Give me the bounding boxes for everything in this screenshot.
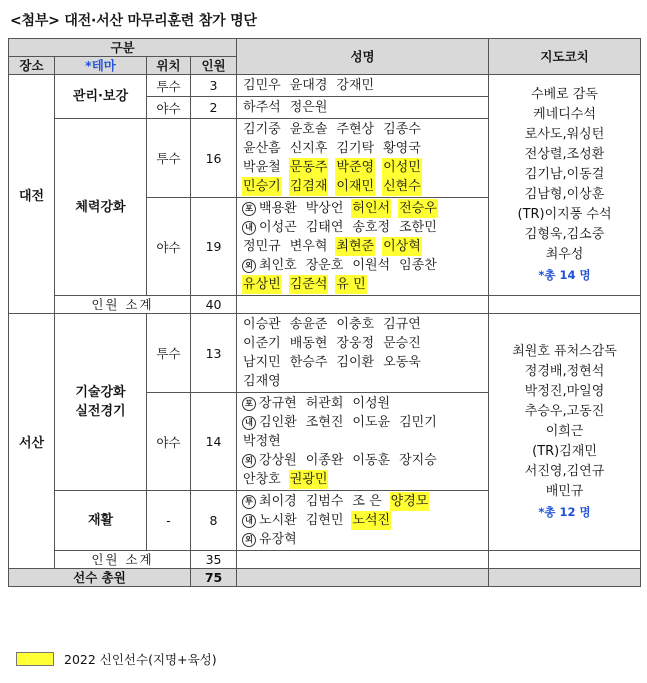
player-name: 오동욱 [383, 355, 421, 370]
position-mark-icon: 외 [242, 454, 256, 468]
player-name: 주현상 [336, 122, 375, 137]
player-name: 박윤철 [243, 160, 281, 175]
name-line [242, 413, 484, 432]
name-line [242, 237, 484, 256]
player-name: 장지승 [399, 453, 437, 468]
position-cell: 야수 [147, 198, 191, 296]
player-name-rookie: 노석진 [352, 513, 391, 528]
header-count: 인원 [191, 57, 237, 75]
player-name: 정은원 [289, 100, 328, 115]
player-name: 김이환 [336, 355, 375, 370]
position-cell: 투수 [147, 75, 191, 97]
player-name: 남지민 [243, 355, 281, 370]
coach-line: 서진영,김연규 [524, 464, 605, 479]
position-cell: 투수 [147, 119, 191, 198]
player-name-rookie: 이재민 [336, 179, 375, 194]
player-name-rookie: 최현준 [336, 239, 375, 254]
venue-seosan: 서산 [9, 314, 55, 569]
player-name: 배동현 [289, 336, 328, 351]
coach-line: 수베로 감독 [531, 87, 598, 102]
position-cell: 야수 [147, 97, 191, 119]
coach-list-daejeon [489, 75, 641, 296]
player-name: 김현민 [305, 513, 344, 528]
header-coaches: 지도코치 [489, 39, 641, 75]
player-name: 이성원 [352, 396, 391, 411]
position-mark-icon: 내 [242, 221, 256, 235]
player-name: 이준기 [243, 336, 281, 351]
legend [16, 650, 217, 668]
player-name-rookie: 이성민 [383, 160, 421, 175]
coach-line: 전상렬,조성환 [524, 147, 605, 162]
theme-line: 실전경기 [75, 404, 126, 419]
count-cell: 3 [191, 75, 237, 97]
player-name: 최인호 [259, 258, 297, 273]
name-line [242, 177, 484, 196]
coach-line: 이희근 [545, 424, 584, 439]
player-name: 황영국 [383, 141, 421, 156]
position-cell: 투수 [147, 314, 191, 393]
header-theme: *테마 [55, 57, 147, 75]
name-list [237, 491, 489, 551]
player-name: 강재민 [336, 78, 375, 93]
player-name: 김인환 [259, 415, 297, 430]
name-line [242, 394, 484, 413]
coach-list-seosan [489, 314, 641, 551]
name-line [242, 275, 484, 294]
name-line [242, 256, 484, 275]
name-list [237, 314, 489, 393]
name-line [242, 98, 484, 117]
player-name: 박정현 [243, 434, 281, 449]
player-name-rookie: 신현수 [383, 179, 421, 194]
name-line [242, 432, 484, 451]
player-name: 김기중 [243, 122, 281, 137]
player-name-rookie: 유 민 [336, 277, 366, 292]
player-name: 하주석 [243, 100, 281, 115]
coach-line: 최우성 [545, 247, 584, 262]
name-line [242, 511, 484, 530]
position-mark-icon: 포 [242, 397, 256, 411]
player-name-rookie: 문동주 [289, 160, 328, 175]
player-name: 장운호 [305, 258, 344, 273]
player-name: 조한민 [399, 220, 437, 235]
header-venue: 장소 [9, 57, 55, 75]
name-line [242, 315, 484, 334]
coach-line: 배민규 [545, 484, 584, 499]
player-name: 이원석 [352, 258, 391, 273]
subtotal-count: 40 [191, 296, 237, 314]
player-name: 윤호솔 [289, 122, 328, 137]
theme-daejeon-rehab: 관리·보강 [55, 75, 147, 119]
legend-text: 2022 신인선수(지명+육성) [64, 652, 217, 667]
player-name: 송윤준 [289, 317, 328, 332]
name-list [237, 75, 489, 97]
coach-line: 추승우,고동진 [524, 404, 605, 419]
header-group: 구분 [9, 39, 237, 57]
player-name: 한승주 [289, 355, 328, 370]
name-line [242, 372, 484, 391]
position-mark-icon: 내 [242, 416, 256, 430]
player-name-rookie: 전승우 [399, 201, 437, 216]
coach-line: 김형욱,김소중 [524, 227, 605, 242]
venue-daejeon: 대전 [9, 75, 55, 314]
player-name: 안창호 [243, 472, 281, 487]
subtotal-count: 35 [191, 551, 237, 569]
player-name: 신지후 [289, 141, 328, 156]
player-name: 이승관 [243, 317, 281, 332]
roster-table [8, 38, 641, 587]
player-name: 조현진 [305, 415, 344, 430]
count-cell: 14 [191, 393, 237, 491]
count-cell: 16 [191, 119, 237, 198]
grand-total-count: 75 [191, 569, 237, 587]
coach-total: *총 14 명 [538, 268, 591, 282]
grand-total-label: 선수 총원 [9, 569, 191, 587]
player-name: 백용환 [259, 201, 297, 216]
theme-daejeon-fitness: 체력강화 [55, 119, 147, 296]
player-name-rookie: 이상혁 [383, 239, 421, 254]
name-list [237, 119, 489, 198]
position-mark-icon: 투 [242, 495, 256, 509]
name-line [242, 199, 484, 218]
name-line [242, 470, 484, 489]
name-line [242, 530, 484, 549]
player-name-rookie: 민승기 [243, 179, 281, 194]
name-line [242, 353, 484, 372]
position-mark-icon: 외 [242, 533, 256, 547]
document-title: <첨부> 대전·서산 마무리훈련 참가 명단 [10, 13, 257, 29]
coach-line: 박정진,마일영 [524, 384, 605, 399]
coach-line: 정경배,정현석 [524, 364, 605, 379]
position-mark-icon: 내 [242, 514, 256, 528]
player-name: 이종완 [305, 453, 344, 468]
player-name: 임종찬 [399, 258, 437, 273]
coach-line: 로사도,워싱턴 [524, 127, 605, 142]
player-name: 윤산흠 [243, 141, 281, 156]
name-line [242, 76, 484, 95]
player-name: 김재영 [243, 374, 281, 389]
position-cell: 야수 [147, 393, 191, 491]
player-name: 김민우 [243, 78, 281, 93]
count-cell: 19 [191, 198, 237, 296]
player-name-rookie: 허인서 [352, 201, 391, 216]
theme-seosan-rehab: 재활 [55, 491, 147, 551]
name-line [242, 158, 484, 177]
player-name: 노시환 [259, 513, 297, 528]
theme-line: 기술강화 [75, 385, 126, 400]
player-name: 이도윤 [352, 415, 391, 430]
player-name: 박상언 [305, 201, 344, 216]
player-name: 장규현 [259, 396, 297, 411]
player-name: 변우혁 [289, 239, 328, 254]
count-cell: 2 [191, 97, 237, 119]
coach-line: 김기남,이동걸 [524, 167, 605, 182]
player-name-rookie: 김준석 [289, 277, 328, 292]
player-name-rookie: 유상빈 [243, 277, 281, 292]
coach-line: 최원호 퓨처스감독 [512, 344, 617, 359]
player-name: 김규연 [383, 317, 421, 332]
coach-line: 케네디수석 [533, 107, 596, 122]
player-name: 김태연 [305, 220, 344, 235]
subtotal-label: 인원 소계 [55, 296, 191, 314]
name-line [242, 218, 484, 237]
player-name: 윤대경 [289, 78, 328, 93]
count-cell: 13 [191, 314, 237, 393]
player-name-rookie: 김겸재 [289, 179, 328, 194]
player-name-rookie: 양경모 [390, 494, 429, 509]
count-cell: 8 [191, 491, 237, 551]
header-names: 성명 [237, 39, 489, 75]
player-name: 김종수 [383, 122, 421, 137]
player-name: 유장혁 [259, 532, 297, 547]
coach-line: (TR)김재민 [532, 444, 597, 459]
name-line [242, 334, 484, 353]
name-line [242, 492, 484, 511]
player-name: 정민규 [243, 239, 281, 254]
name-list [237, 198, 489, 296]
player-name-rookie: 권광민 [289, 472, 328, 487]
name-line [242, 451, 484, 470]
player-name: 송호정 [352, 220, 391, 235]
player-name: 장웅정 [336, 336, 375, 351]
player-name: 이충호 [336, 317, 375, 332]
player-name: 강상원 [259, 453, 297, 468]
coach-line: (TR)이지풍 수석 [517, 207, 612, 222]
player-name: 김기탁 [336, 141, 375, 156]
theme-seosan-skills [55, 314, 147, 491]
name-line [242, 120, 484, 139]
player-name: 조 은 [352, 494, 382, 509]
coach-line: 김남형,이상훈 [524, 187, 605, 202]
name-list [237, 393, 489, 491]
coach-total: *총 12 명 [538, 505, 591, 519]
header-position: 위치 [147, 57, 191, 75]
player-name: 김민기 [399, 415, 437, 430]
player-name: 허관회 [305, 396, 344, 411]
name-line [242, 139, 484, 158]
player-name: 이성곤 [259, 220, 297, 235]
name-list [237, 97, 489, 119]
player-name: 문승진 [383, 336, 421, 351]
legend-swatch [16, 652, 54, 666]
player-name: 김범수 [305, 494, 344, 509]
player-name: 최이경 [259, 494, 297, 509]
subtotal-label: 인원 소계 [55, 551, 191, 569]
position-mark-icon: 외 [242, 259, 256, 273]
player-name: 이동훈 [352, 453, 391, 468]
position-mark-icon: 포 [242, 202, 256, 216]
player-name-rookie: 박준영 [336, 160, 375, 175]
position-cell: - [147, 491, 191, 551]
